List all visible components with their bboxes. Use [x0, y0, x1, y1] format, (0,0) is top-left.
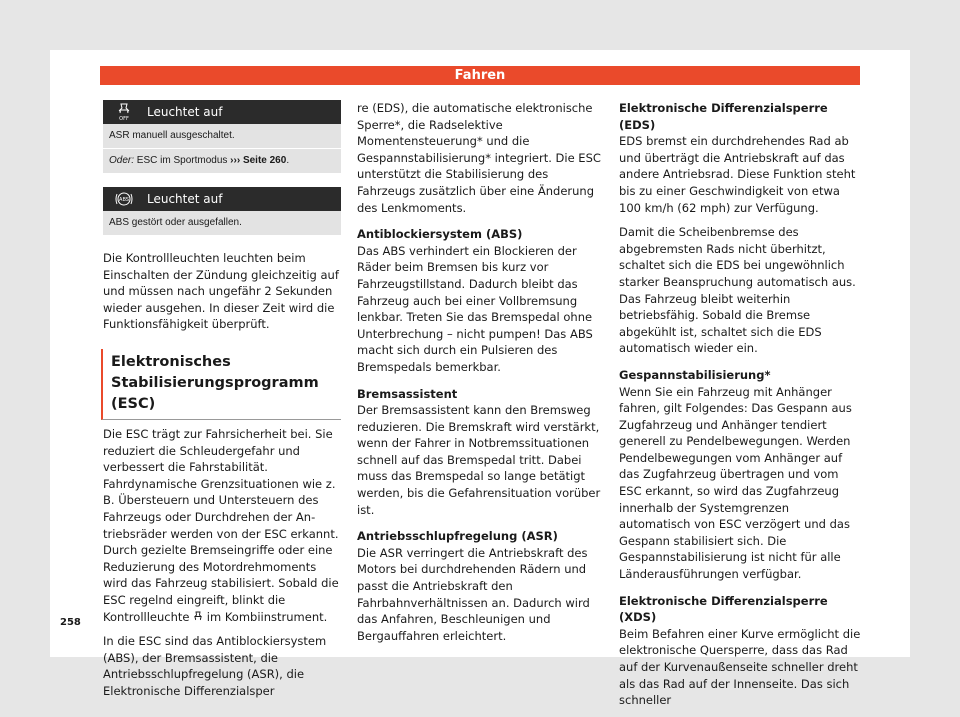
paragraph: Die ASR verringert die Antriebskraft des Motors bei durchdrehenden Rädern und passt die Antriebskraft den Fahrbahnverhältnissen an. Dadurch wird das Anfahren, Beschleunigen und Bergauffahren erleichtert.	[357, 545, 590, 643]
warning-lamp-header-abs	[103, 187, 341, 211]
section-title: Elektronisches Stabilisierungsprogramm (ESC)	[101, 349, 341, 420]
paragraph: Damit die Scheibenbremse des abgebremsten Rads nicht überhitzt, schaltet sich die EDS bei ungewöhnlich starker Beanspruchung automatisch aus. Das Fahrzeug bleibt weiterhin betriebsfähig. Sobald die Bremse abgekühlt ist, schaltet sich die EDS automatisch wieder ein.	[619, 225, 856, 356]
subheading-abs: Antiblockiersystem (ABS)	[357, 227, 523, 242]
subheading-bremsassistent: Bremsassistent	[357, 386, 458, 401]
column-3	[619, 100, 863, 717]
column-2	[357, 100, 602, 652]
paragraph: re (EDS), die automatische elektronische Sperre*, die Radselektive Momentensteuerung* und die Gespannstabilisierung* integriert. Die ESC unterstützt die Stabilisierung des Fahrzeugs zusätzlich über eine Änderung des Lenkmoments.	[357, 101, 601, 215]
paragraph: Wenn Sie ein Fahrzeug mit Anhänger fahren, gilt Folgendes: Das Gespann aus Zugfahrzeug und Anhänger tendiert generell zu Pendelbewegungen. Werden Pendelbewegungen vom Anhänger auf das Zugfahrzeug übertragen und vom ESC erkannt, so wird das Zugfahrzeug innerhalb der Systemgrenzen automatisch von ESC verzögert und das Gespann stabilisiert sich. Die Gespannstabilisierung ist nicht für alle Länderausführungen verfügbar.	[619, 384, 852, 582]
page-number: 258	[60, 617, 81, 628]
warning-row: ABS gestört oder ausgefallen.	[103, 211, 341, 236]
paragraph: Der Bremsassistent kann den Bremsweg reduzieren. Die Bremskraft wird verstärkt, wenn der Fahrer in Notbremssituationen schnell auf das Bremspedal tritt. Dabei muss das Bremspedal so lange betätigt werden, bis die Gefahrensituation vorüber ist.	[357, 403, 601, 517]
warning-row: ASR manuell ausgeschaltet.	[103, 124, 341, 149]
paragraph: Das ABS verhindert ein Blockieren der Räder beim Bremsen bis kurz vor Fahrzeugstillstand. Dadurch bleibt das Fahrzeug auch bei einer Vollbremsung lenkbar. Treten Sie das Bremspedal ohne Unterbrechung – nicht pumpen! Das ABS macht sich durch ein Pulsieren des Bremspedals bemerkbar.	[357, 243, 593, 374]
paragraph: In die ESC sind das Antiblockiersystem (ABS), der Bremsassistent, die Antriebsschlupfregelung (ASR), die Elektronische Differenzialsper	[103, 634, 327, 698]
paragraph: EDS bremst ein durchdrehendes Rad ab und überträgt die Antriebskraft auf das andere Antriebsrad. Diese Funktion steht bis zu einer Geschwindigkeit von etwa 100 km/h (62 mph) zur Verfügung.	[619, 134, 856, 215]
page-reference-link[interactable]: ››› Seite 260	[230, 155, 287, 166]
svg-text:OFF: OFF	[119, 116, 129, 122]
warning-lamp-header-esc-off	[103, 100, 341, 124]
paragraph: Die Kontrollleuchten leuchten beim Einschalten der Zündung gleichzeitig auf und müssen nach ungefähr 2 Sekunden wieder ausgehen. In dieser Zeit wird die Funktionsfähigkeit überprüft.	[103, 251, 339, 332]
warning-lamp-title: Leuchtet auf	[147, 104, 223, 119]
abs-icon	[111, 189, 137, 209]
paragraph: Die ESC trägt zur Fahrsicherheit bei. Sie reduziert die Schleudergefahr und verbessert die Fahrstabilität. Fahrdynamische Grenzsituationen wie z. B. Übersteuern und Untersteuern des Fahrzeugs oder Durchdrehen der Antriebsräder werden von der ESC erkannt. Durch gezielte Bremseingriffe oder eine Reduzierung des Motordrehmoments wird das Fahrzeug stabilisiert. Sobald die ESC regelnd eingreift, blinkt die Kontrollleuchte im Kombiinstrument.	[103, 426, 339, 624]
subheading-xds: Elektronische Differenzialsperre (XDS)	[619, 593, 828, 625]
esc-off-icon	[111, 102, 137, 122]
column-1	[103, 100, 341, 707]
subheading-asr: Antriebsschlupfregelung (ASR)	[357, 529, 558, 544]
svg-text:ABS: ABS	[119, 197, 129, 203]
warning-row: Oder: ESC im Sportmodus ››› Seite 260.	[103, 149, 341, 174]
esc-icon	[193, 610, 203, 621]
subheading-eds: Elektronische Differenzialsperre (EDS)	[619, 101, 828, 132]
subheading-gespannstabilisierung: Gespannstabilisierung*	[619, 367, 771, 382]
page-header: Fahren	[100, 66, 860, 85]
warning-lamp-title: Leuchtet auf	[147, 191, 223, 206]
paragraph: Beim Befahren einer Kurve ermöglicht die elektronische Quersperre, dass das Rad auf der Kurvenaußenseite schneller dreht als das Rad auf der Innenseite. Das sich schneller	[619, 626, 861, 708]
